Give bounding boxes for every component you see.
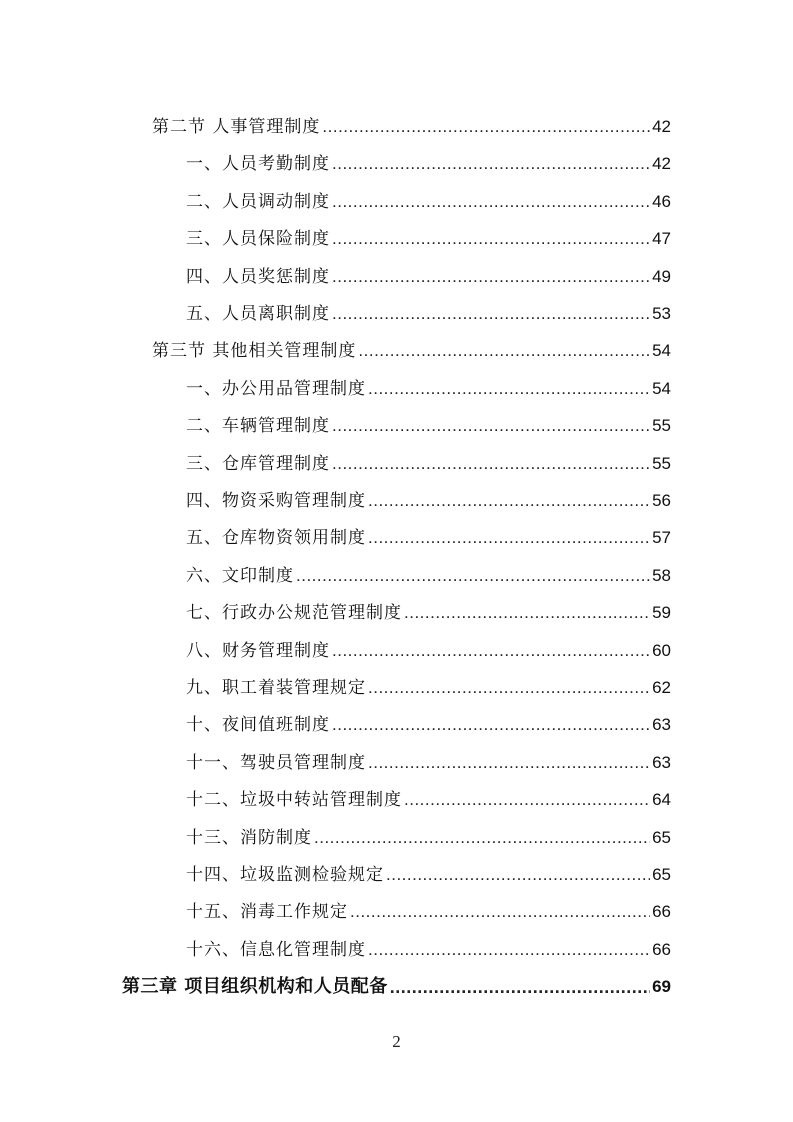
toc-dot-leader bbox=[368, 678, 650, 698]
toc-dot-leader bbox=[368, 379, 650, 399]
toc-entry-page: 42 bbox=[652, 154, 671, 174]
toc-entry-page: 66 bbox=[652, 939, 671, 959]
toc-entry-page: 42 bbox=[652, 117, 671, 136]
toc-entry-page: 69 bbox=[652, 977, 671, 997]
toc-entry-page: 55 bbox=[652, 416, 671, 436]
toc-item-entry[interactable] bbox=[186, 736, 671, 773]
toc-entry-page: 65 bbox=[652, 865, 671, 884]
toc-item-entry[interactable] bbox=[186, 511, 671, 548]
toc-dot-leader bbox=[322, 117, 650, 137]
toc-entry-title: 第三节 其他相关管理制度 bbox=[152, 341, 357, 362]
toc-entry-page: 56 bbox=[652, 491, 671, 510]
toc-entry-title: 十三、消防制度 bbox=[186, 827, 312, 848]
toc-dot-leader bbox=[386, 865, 650, 885]
toc-entry-title: 五、人员离职制度 bbox=[186, 304, 330, 324]
toc-entry-title: 二、人员调动制度 bbox=[186, 191, 330, 212]
toc-item-entry[interactable] bbox=[186, 250, 671, 287]
toc-entry-page: 54 bbox=[652, 378, 671, 398]
toc-dot-leader bbox=[332, 641, 650, 661]
toc-dot-leader bbox=[332, 192, 650, 212]
toc-entry-page: 49 bbox=[652, 266, 671, 286]
toc-entry-title: 十二、垃圾中转站管理制度 bbox=[186, 790, 402, 811]
toc-dot-leader bbox=[358, 341, 650, 361]
toc-entry-title: 十一、驾驶员管理制度 bbox=[186, 752, 366, 773]
toc-dot-leader bbox=[350, 902, 650, 922]
toc-entry-title: 八、财务管理制度 bbox=[186, 640, 330, 661]
toc-entry-title: 四、物资采购管理制度 bbox=[186, 491, 366, 511]
toc-item-entry[interactable] bbox=[186, 773, 671, 810]
toc-section-entry[interactable] bbox=[152, 100, 671, 137]
toc-dot-leader bbox=[404, 603, 650, 623]
toc-entry-page: 60 bbox=[652, 640, 671, 660]
toc-item-entry[interactable] bbox=[186, 362, 671, 399]
toc-entry-page: 59 bbox=[652, 603, 671, 623]
toc-entry-title: 十、夜间值班制度 bbox=[186, 715, 330, 736]
toc-entry-title: 十四、垃圾监测检验规定 bbox=[186, 865, 384, 885]
toc-item-entry[interactable] bbox=[186, 661, 671, 698]
toc-entry-page: 63 bbox=[652, 715, 671, 735]
toc-item-entry[interactable] bbox=[186, 437, 671, 474]
toc-entry-page: 58 bbox=[652, 565, 671, 585]
toc-entry-title: 十六、信息化管理制度 bbox=[186, 939, 366, 960]
toc-entry-title: 四、人员奖惩制度 bbox=[186, 266, 330, 287]
toc-item-entry[interactable] bbox=[186, 923, 671, 960]
toc-entry-title: 一、人员考勤制度 bbox=[186, 154, 330, 175]
toc-item-entry[interactable] bbox=[186, 586, 671, 623]
toc-dot-leader bbox=[314, 828, 650, 848]
toc-item-entry[interactable] bbox=[186, 175, 671, 212]
toc-item-entry[interactable] bbox=[186, 811, 671, 848]
toc-dot-leader bbox=[332, 304, 650, 324]
toc-dot-leader bbox=[332, 416, 650, 436]
toc-entry-title: 第二节 人事管理制度 bbox=[152, 117, 321, 137]
toc-dot-leader bbox=[390, 977, 650, 997]
toc-item-entry[interactable] bbox=[186, 624, 671, 661]
toc-dot-leader bbox=[368, 753, 650, 773]
toc-dot-leader bbox=[332, 454, 650, 474]
toc-entry-title: 十五、消毒工作规定 bbox=[186, 902, 348, 923]
toc-dot-leader bbox=[368, 940, 650, 960]
toc-entry-title: 七、行政办公规范管理制度 bbox=[186, 603, 402, 624]
toc-entry-page: 55 bbox=[652, 453, 671, 473]
toc-entry-title: 第三章 项目组织机构和人员配备 bbox=[122, 976, 388, 998]
toc-dot-leader bbox=[368, 528, 650, 548]
toc-entry-page: 54 bbox=[652, 341, 671, 361]
toc-dot-leader bbox=[332, 715, 650, 735]
toc-entry-page: 47 bbox=[652, 229, 671, 249]
toc-chapter-entry[interactable] bbox=[122, 960, 671, 997]
toc-item-entry[interactable] bbox=[186, 698, 671, 735]
toc-dot-leader bbox=[332, 229, 650, 249]
page-number: 2 bbox=[392, 1032, 401, 1051]
toc-dot-leader bbox=[296, 566, 650, 586]
toc-item-entry[interactable] bbox=[186, 885, 671, 922]
toc-item-entry[interactable] bbox=[186, 287, 671, 324]
toc-entry-title: 二、车辆管理制度 bbox=[186, 416, 330, 437]
toc-entry-page: 46 bbox=[652, 191, 671, 211]
toc-item-entry[interactable] bbox=[186, 549, 671, 586]
toc-entry-page: 63 bbox=[652, 752, 671, 772]
toc-entry-title: 五、仓库物资领用制度 bbox=[186, 528, 366, 549]
toc-entry-title: 一、办公用品管理制度 bbox=[186, 378, 366, 399]
toc-entry-page: 65 bbox=[652, 827, 671, 847]
toc-dot-leader bbox=[404, 790, 650, 810]
toc-item-entry[interactable] bbox=[186, 137, 671, 174]
toc-dot-leader bbox=[368, 491, 650, 511]
toc-entry-title: 六、文印制度 bbox=[186, 565, 294, 586]
toc-entry-page: 53 bbox=[652, 304, 671, 323]
toc-entry-page: 62 bbox=[652, 678, 671, 697]
toc-entry-title: 三、人员保险制度 bbox=[186, 229, 330, 250]
toc-item-entry[interactable] bbox=[186, 848, 671, 885]
toc-dot-leader bbox=[332, 154, 650, 174]
toc-item-entry[interactable] bbox=[186, 474, 671, 511]
toc-item-entry[interactable] bbox=[186, 212, 671, 249]
toc-section-entry[interactable] bbox=[152, 324, 671, 361]
toc-entry-title: 九、职工着装管理规定 bbox=[186, 678, 366, 698]
toc-dot-leader bbox=[332, 267, 650, 287]
toc-entry-page: 57 bbox=[652, 528, 671, 548]
toc-entry-page: 66 bbox=[652, 902, 671, 922]
toc-entry-title: 三、仓库管理制度 bbox=[186, 453, 330, 474]
toc-item-entry[interactable] bbox=[186, 399, 671, 436]
toc-entry-page: 64 bbox=[652, 790, 671, 810]
